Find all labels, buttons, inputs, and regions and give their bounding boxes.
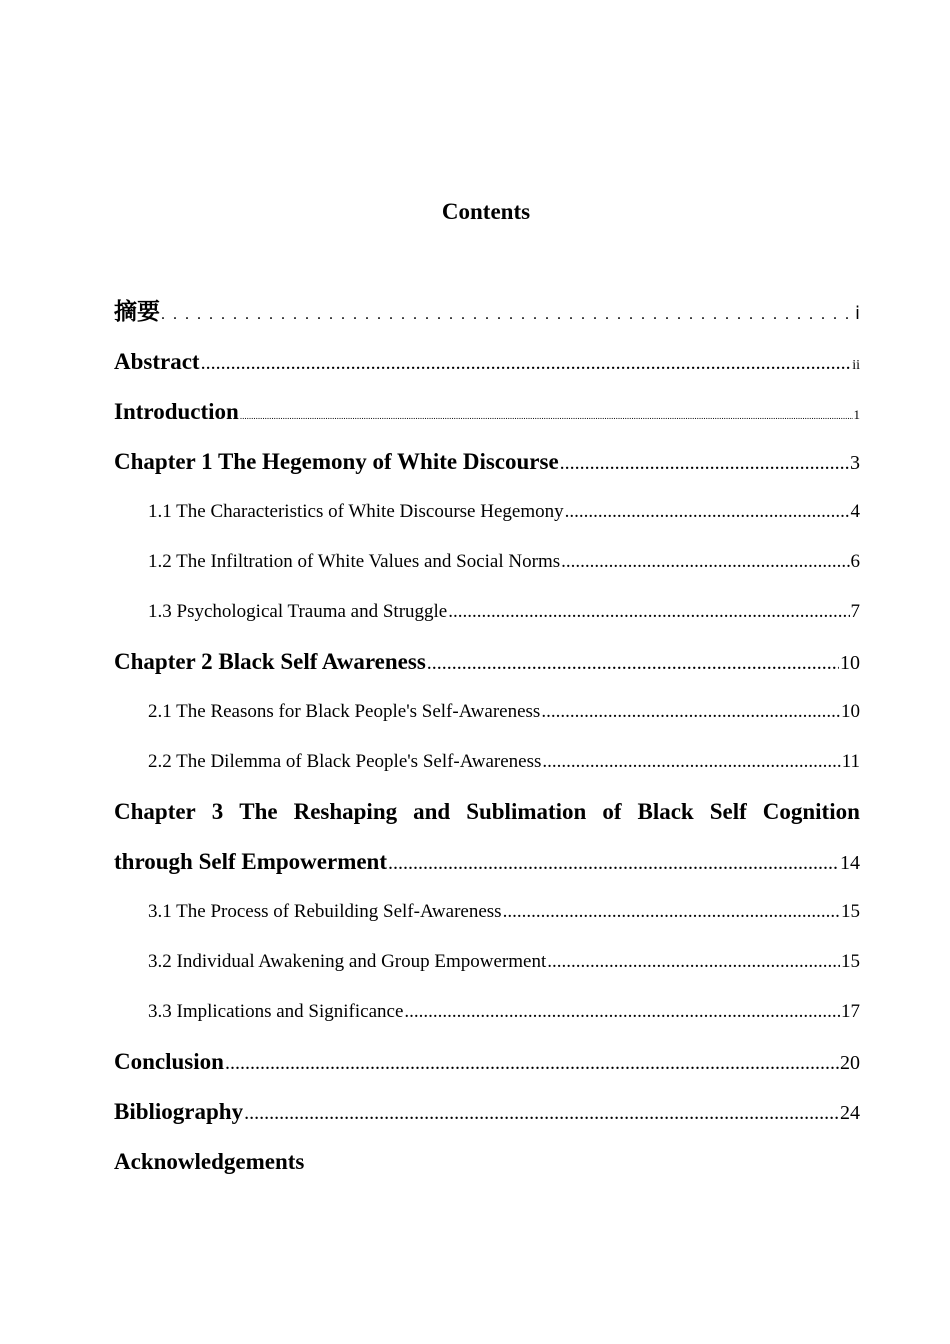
dot-leader [244, 1096, 839, 1130]
toc-label: 1.1 The Characteristics of White Discourse Hegemony [148, 501, 564, 522]
toc-entry-section-2-1[interactable] [114, 695, 860, 745]
dot-leader [542, 745, 840, 779]
toc-page-number: 10 [840, 652, 860, 674]
title-word: Sublimation [466, 799, 587, 824]
toc-page-number: 14 [840, 852, 860, 874]
dot-leader [565, 495, 850, 529]
title-word: Reshaping [293, 799, 398, 824]
toc-entry-abstract-cn[interactable] [114, 295, 860, 345]
title-word: of [602, 799, 622, 824]
title-word: Self [709, 799, 747, 824]
dot-leader [561, 545, 849, 579]
toc-entry-section-3-2[interactable] [114, 945, 860, 995]
toc-entry-section-3-3[interactable] [114, 995, 860, 1045]
toc-page-number: 7 [850, 601, 860, 622]
toc-label: 1.3 Psychological Trauma and Struggle [148, 601, 448, 622]
toc-label: 2.2 The Dilemma of Black People's Self-Awareness [148, 751, 542, 772]
toc-page-number: 17 [841, 1001, 860, 1022]
dot-leader [547, 945, 840, 979]
dot-leader [427, 646, 839, 680]
toc-entry-chapter-1[interactable] [114, 445, 860, 495]
toc-entry-abstract[interactable] [114, 345, 860, 395]
dot-leader [448, 595, 849, 629]
title-word: Black [637, 799, 694, 824]
table-of-contents [114, 295, 860, 1195]
toc-entry-section-2-2[interactable] [114, 745, 860, 795]
toc-label: 3.2 Individual Awakening and Group Empowerment [148, 951, 547, 972]
toc-entry-conclusion[interactable] [114, 1045, 860, 1095]
toc-label: Bibliography [114, 1099, 244, 1124]
dot-leader [240, 396, 853, 433]
title-word: and [413, 799, 451, 824]
toc-entry-section-1-3[interactable] [114, 595, 860, 645]
dot-leader [225, 1046, 839, 1080]
toc-entry-section-1-2[interactable] [114, 545, 860, 595]
toc-page-number: 20 [840, 1052, 860, 1074]
toc-label: 2.1 The Reasons for Black People's Self-Awareness [148, 701, 541, 722]
toc-entry-bibliography[interactable] [114, 1095, 860, 1145]
toc-label: 1.2 The Infiltration of White Values and Social Norms [148, 551, 561, 572]
toc-entry-chapter-3-line-1[interactable] [114, 795, 860, 845]
title-word: 3 [211, 799, 224, 824]
toc-label: 摘要 [114, 299, 160, 325]
dot-leader [404, 995, 840, 1029]
toc-page-number: 1 [853, 407, 860, 422]
toc-page-number: 6 [850, 551, 860, 572]
toc-label: 3.3 Implications and Significance [148, 1001, 404, 1022]
dot-leader [201, 346, 852, 380]
title-word: Chapter [114, 799, 196, 824]
toc-entry-section-3-1[interactable] [114, 895, 860, 945]
title-word: Cognition [762, 799, 860, 824]
contents-title: Contents [441, 199, 531, 224]
toc-entry-chapter-2[interactable] [114, 645, 860, 695]
toc-label: Acknowledgements [114, 1149, 305, 1174]
toc-entry-acknowledgements[interactable] [114, 1145, 860, 1195]
toc-label: Chapter 2 Black Self Awareness [114, 649, 426, 674]
toc-page-number: 11 [841, 751, 860, 772]
toc-page-number: 15 [841, 901, 860, 922]
toc-page-number: 24 [840, 1102, 860, 1124]
dot-leader [161, 296, 854, 332]
dot-leader [503, 895, 840, 929]
toc-page-number: i [854, 303, 860, 324]
toc-page-number: 10 [841, 701, 860, 722]
dot-leader [541, 695, 840, 729]
toc-page-number: 15 [841, 951, 860, 972]
title-word: The [239, 799, 278, 824]
toc-page-number: 4 [850, 501, 860, 522]
toc-label: 3.1 The Process of Rebuilding Self-Awareness [148, 901, 502, 922]
toc-entry-chapter-3-line-2[interactable] [114, 845, 860, 895]
toc-label: Abstract [114, 349, 200, 374]
toc-page-number: ii [852, 358, 860, 373]
toc-label: Chapter 1 The Hegemony of White Discourse [114, 449, 559, 474]
toc-entry-introduction[interactable] [114, 395, 860, 445]
chapter-3-title-first-line [114, 795, 860, 845]
dot-leader [388, 846, 839, 880]
toc-label: Conclusion [114, 1049, 224, 1074]
toc-label: through Self Empowerment [114, 849, 388, 874]
dot-leader [560, 446, 849, 480]
toc-page-number: 3 [850, 452, 860, 474]
toc-entry-section-1-1[interactable] [114, 495, 860, 545]
toc-label: Introduction [114, 399, 239, 424]
